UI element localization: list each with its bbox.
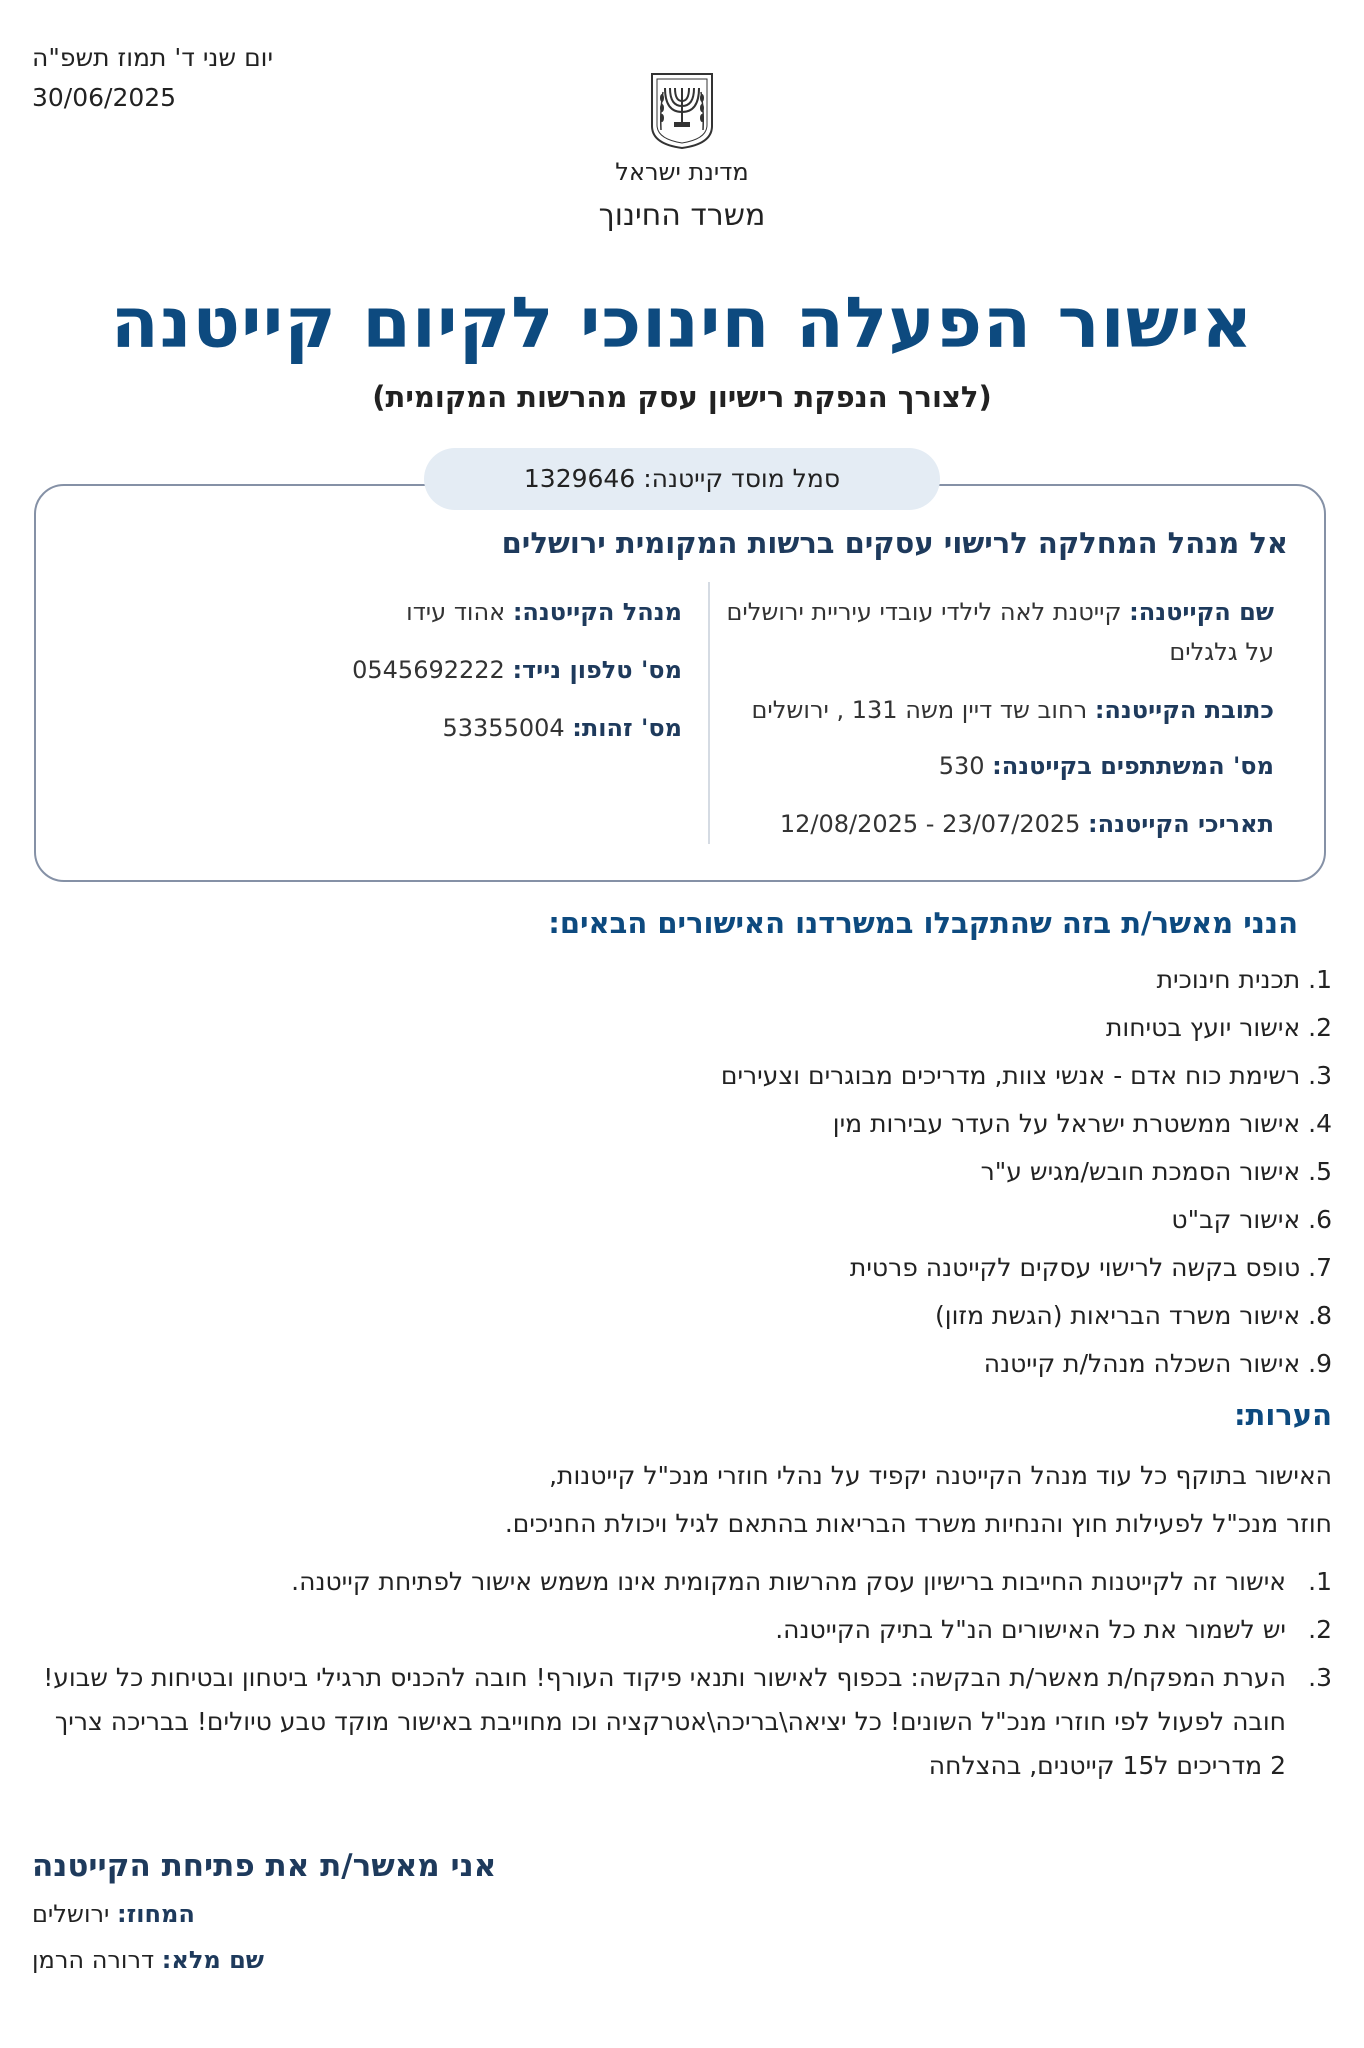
camp-symbol-label: סמל מוסד קייטנה:: [643, 464, 841, 493]
manager-label: מנהל הקייטנה:: [512, 598, 682, 626]
notes-intro-line: האישור בתוקף כל עוד מנהל הקייטנה יקפיד על נהלי חוזרי מנכ"ל קייטנות,: [549, 1461, 1332, 1490]
manager-field: [406, 592, 682, 632]
camp-symbol-pill: [424, 448, 940, 510]
addressee-line: אל מנהל המחלקה לרישוי עסקים ברשות המקומית ירושלים: [501, 526, 1288, 560]
camp-symbol-value: 1329646: [523, 464, 636, 493]
fullname-label: שם מלא:: [161, 1946, 264, 1974]
hebrew-date: יום שני ד' תמוז תשפ"ה: [32, 43, 274, 72]
approval-item: 1. תכנית חינוכית: [1156, 965, 1332, 994]
id-field: [442, 708, 682, 748]
camp-address-field: [674, 690, 1274, 730]
district-field: [32, 1900, 195, 1928]
note-text: הערת המפקח/ת מאשר/ת הבקשה: בכפוף לאישור ותנאי פיקוד העורף! חובה להכניס תרגילי ביטחון ובטיחות כל שבוע! חובה לפעול לפי חוזרי מנכ"ל השונים! כל יציאה\בריכה\אטרקציה וכו מחוייבת באישור מוקד טבע טיולים! בבריכה צריך 2 מדריכים ל15 קייטנים, בהצלחה: [43, 1663, 1286, 1780]
approvals-list: [721, 956, 1332, 1388]
id-label: מס' זהות:: [572, 714, 682, 742]
approvals-heading: הנני מאשר/ת בזה שהתקבלו במשרדנו האישורים הבאים:: [548, 906, 1298, 940]
district-label: המחוז:: [117, 1900, 195, 1928]
approval-item: 7. טופס בקשה לרישוי עסקים לקייטנה פרטית: [849, 1253, 1332, 1282]
camp-address-value: רחוב שד דיין משה 131 , ירושלים: [751, 696, 1088, 724]
ministry-name: משרד החינוך: [598, 198, 766, 233]
note-item: [32, 1560, 1332, 1604]
camp-name-label: שם הקייטנה:: [1129, 598, 1274, 626]
notes-list: [32, 1560, 1332, 1792]
phone-label: מס' טלפון נייד:: [512, 656, 682, 684]
participants-value: 530: [938, 752, 985, 780]
gregorian-date: 30/06/2025: [32, 83, 177, 112]
page-subtitle: (לצורך הנפקת רישיון עסק מהרשות המקומית): [372, 380, 992, 414]
signature-heading: אני מאשר/ת את פתיחת הקייטנה: [32, 1848, 497, 1884]
note-text: אישור זה לקייטנות החייבות ברישיון עסק מהרשות המקומית אינו משמש אישור לפתיחת קייטנה.: [291, 1567, 1286, 1596]
note-number: 2.: [1308, 1615, 1332, 1644]
note-number: 3.: [1308, 1663, 1332, 1692]
approval-item: 2. אישור יועץ בטיחות: [1105, 1013, 1332, 1042]
fullname-value: דרורה הרמן: [32, 1946, 155, 1974]
notes-intro-line: חוזר מנכ"ל לפעילות חוץ והנחיות משרד הבריאות בהתאם לגיל ויכולת החניכים.: [504, 1509, 1332, 1538]
note-item: [32, 1608, 1332, 1652]
camp-name-field: [714, 592, 1274, 672]
phone-value: 0545692222: [352, 656, 505, 684]
camp-address-label: כתובת הקייטנה:: [1094, 696, 1274, 724]
camp-dates-label: תאריכי הקייטנה:: [1088, 810, 1274, 838]
approval-item: 9. אישור השכלה מנהל/ת קייטנה: [983, 1349, 1332, 1378]
note-number: 1.: [1308, 1567, 1332, 1596]
country-name: מדינת ישראל: [615, 158, 749, 186]
notes-intro: [505, 1452, 1332, 1548]
page-title: אישור הפעלה חינוכי לקיום קייטנה: [110, 282, 1254, 364]
approval-item: 5. אישור הסמכת חובש/מגיש ע"ר: [980, 1157, 1332, 1186]
id-value: 53355004: [442, 714, 565, 742]
approval-item: 4. אישור ממשטרת ישראל על העדר עבירות מין: [832, 1109, 1332, 1138]
phone-field: [352, 650, 682, 690]
camp-dates-field: [780, 804, 1274, 844]
date-block: [32, 38, 273, 118]
state-emblem-icon: [648, 70, 716, 150]
approval-item: 3. רשימת כוח אדם - אנשי צוות, מדריכים מבוגרים וצעירים: [720, 1061, 1332, 1090]
approval-item: 8. אישור משרד הבריאות (הגשת מזון): [935, 1301, 1332, 1330]
participants-field: [939, 746, 1274, 786]
note-text: יש לשמור את כל האישורים הנ"ל בתיק הקייטנה.: [775, 1615, 1286, 1644]
notes-heading: הערות:: [1233, 1398, 1332, 1432]
district-value: ירושלים: [32, 1900, 110, 1928]
note-item: [32, 1656, 1332, 1788]
approval-item: 6. אישור קב"ט: [1171, 1205, 1332, 1234]
camp-name-value: קייטנת לאה לילדי עובדי עיריית ירושלים על גלגלים: [726, 598, 1274, 666]
manager-value: אהוד עידו: [406, 598, 506, 626]
camp-dates-value: 23/07/2025 - 12/08/2025: [779, 810, 1081, 838]
fullname-field: [32, 1946, 264, 1974]
participants-label: מס' המשתתפים בקייטנה:: [992, 752, 1274, 780]
